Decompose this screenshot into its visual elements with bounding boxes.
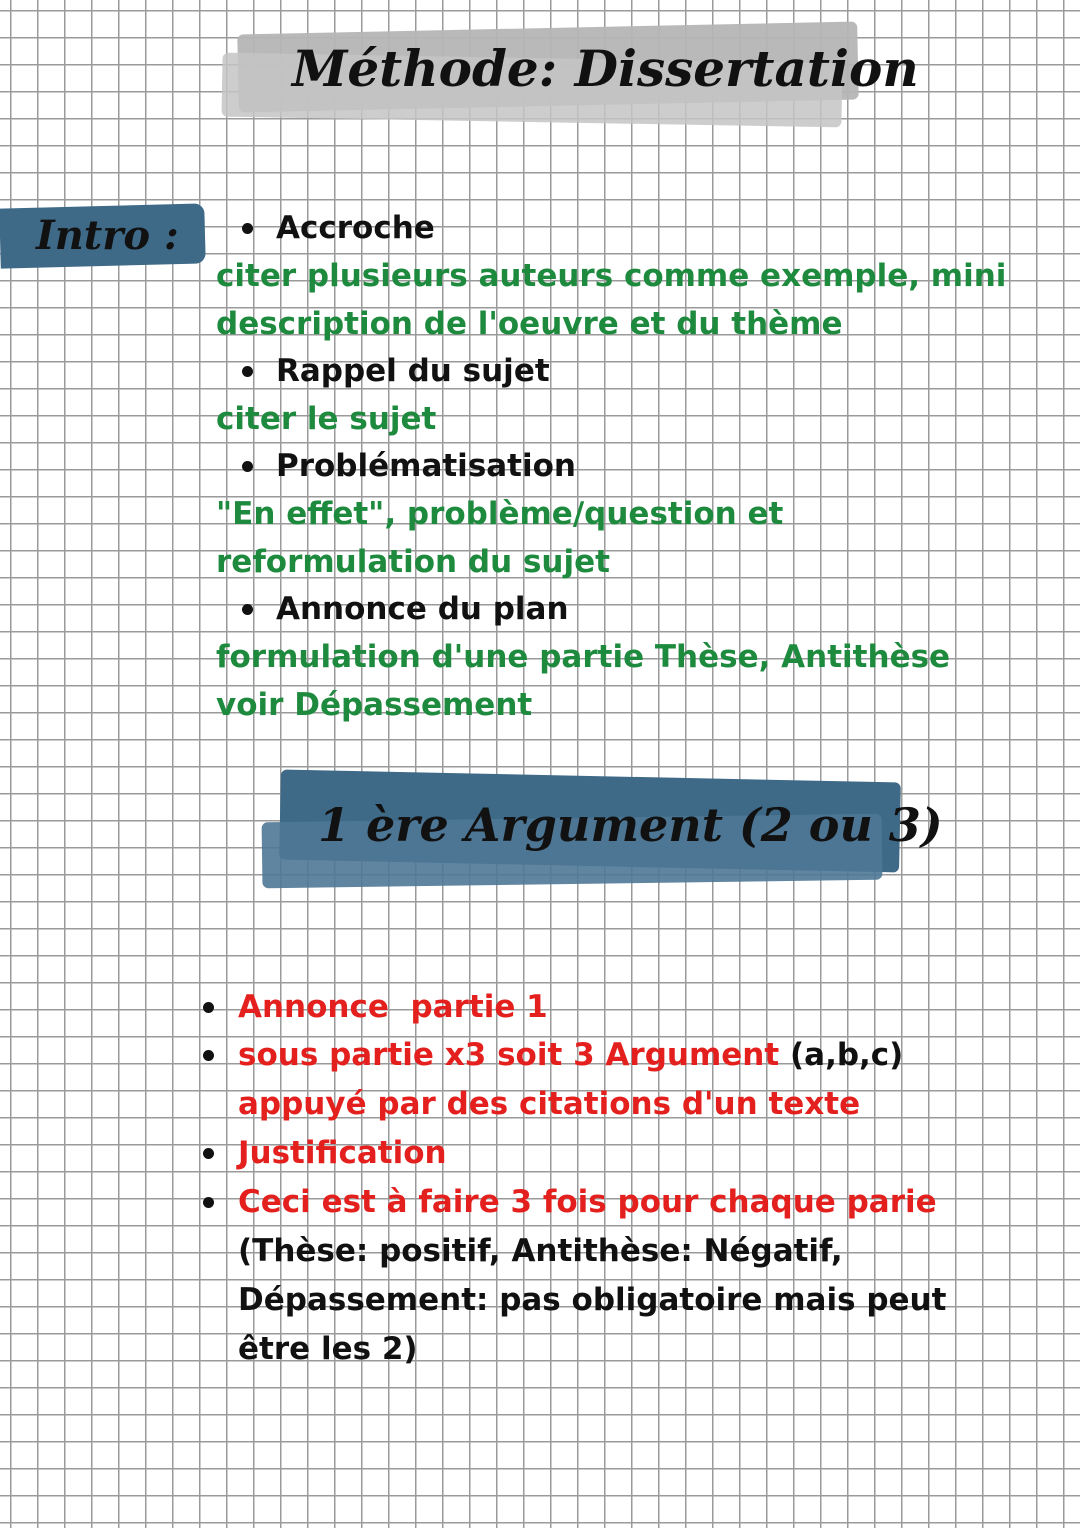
argument-item-justification: Justification xyxy=(238,1135,447,1171)
bullet-icon xyxy=(242,223,253,234)
bullet-icon xyxy=(242,366,253,377)
page-title: Méthode: Dissertation xyxy=(292,39,919,98)
intro-desc-line: description de l'oeuvre et du thème xyxy=(216,306,843,342)
bullet-icon xyxy=(242,604,253,615)
intro-desc-line: voir Dépassement xyxy=(216,687,533,723)
argument-note-line: Dépassement: pas obligatoire mais peut xyxy=(238,1282,947,1318)
intro-desc-line: citer le sujet xyxy=(216,401,437,437)
intro-heading-accroche: Accroche xyxy=(276,210,435,246)
intro-desc-line: citer plusieurs auteurs comme exemple, mini xyxy=(216,258,1007,294)
intro-heading-annonce: Annonce du plan xyxy=(276,591,569,627)
bullet-icon xyxy=(203,1050,214,1061)
section-title: 1 ère Argument (2 ou 3) xyxy=(318,798,943,852)
intro-desc-line: "En effet", problème/question et xyxy=(216,496,784,532)
intro-heading-problematisation: Problématisation xyxy=(276,448,576,484)
intro-desc-line: formulation d'une partie Thèse, Antithèse xyxy=(216,639,951,675)
bullet-icon xyxy=(203,1002,214,1013)
argument-item-cont: appuyé par des citations d'un texte xyxy=(238,1086,861,1122)
argument-note-line: (Thèse: positif, Antithèse: Négatif, xyxy=(238,1233,843,1269)
bullet-icon xyxy=(242,461,253,472)
bullet-icon xyxy=(203,1197,214,1208)
argument-item-sous-partie: sous partie x3 soit 3 Argument (a,b,c) xyxy=(238,1037,904,1073)
bullet-icon xyxy=(203,1148,214,1159)
argument-item-annonce: Annonce partie 1 xyxy=(238,989,548,1025)
intro-heading-rappel: Rappel du sujet xyxy=(276,353,550,389)
intro-label: Intro : xyxy=(36,212,179,259)
intro-desc-line: reformulation du sujet xyxy=(216,544,610,580)
argument-note-line: être les 2) xyxy=(238,1331,418,1367)
argument-item-ceci: Ceci est à faire 3 fois pour chaque parie xyxy=(238,1184,937,1220)
